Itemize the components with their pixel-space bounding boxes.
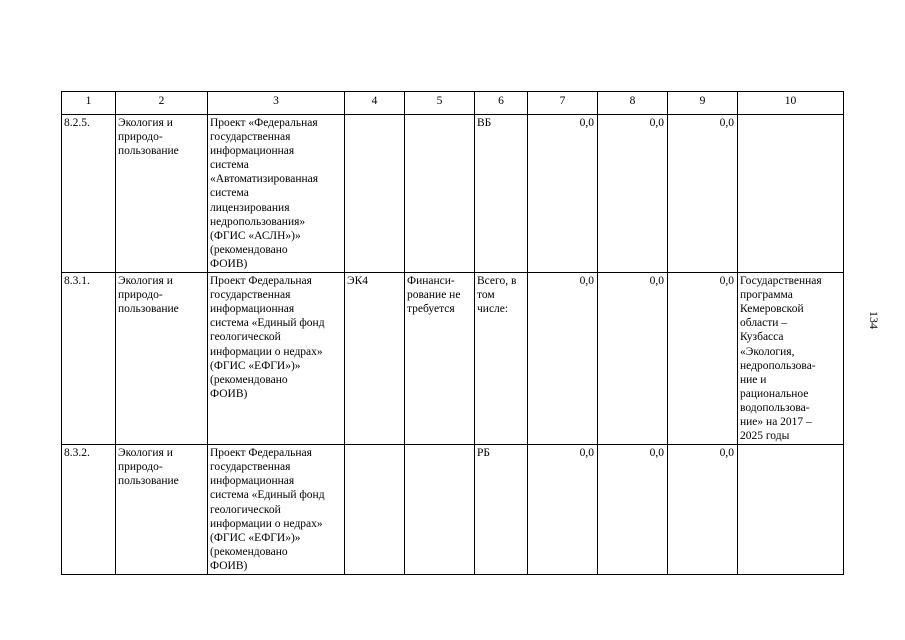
category-cell — [116, 445, 208, 575]
program-table — [61, 91, 844, 575]
column-header-8: 8 — [598, 92, 668, 115]
funding-source-cell — [475, 445, 528, 575]
program-cell — [738, 115, 844, 273]
header-row — [62, 92, 844, 115]
value-col7: 0,0 — [528, 273, 598, 445]
column-header-4: 4 — [345, 92, 405, 115]
funding-source-text: РБ — [477, 447, 490, 460]
indicator-text: ЭК4 — [347, 275, 369, 288]
column-header-7: 7 — [528, 92, 598, 115]
project-cell — [208, 445, 345, 575]
column-header-3: 3 — [208, 92, 345, 115]
indicator-cell — [345, 273, 405, 445]
financing-note-text: Финанси- рование не требуется — [407, 275, 461, 316]
category-text: Экология и природо- пользование — [118, 117, 179, 158]
program-text: Государственная программа Кемеровской области – Кузбасса «Экология, недропользова- ние и рациональное водопользова- ние» на 2017 – 2025 годы — [740, 275, 822, 443]
indicator-cell — [345, 115, 405, 273]
project-text: Проект Федеральная государственная информационная система «Единый фонд геологической информации о недрах» (ФГИС «ЕФГИ»)» (рекомендовано ФОИВ) — [210, 447, 325, 572]
value-col9: 0,0 — [668, 273, 738, 445]
row-number — [62, 273, 116, 445]
value-col9: 0,0 — [668, 445, 738, 575]
table-row — [62, 445, 844, 575]
row-number-text: 8.2.5. — [64, 117, 90, 129]
project-cell — [208, 115, 345, 273]
funding-source-text: Всего, в том числе: — [477, 275, 517, 316]
column-header-1: 1 — [62, 92, 116, 115]
funding-source-cell — [475, 273, 528, 445]
column-header-2: 2 — [116, 92, 208, 115]
financing-note-cell — [405, 273, 475, 445]
value-col7: 0,0 — [528, 445, 598, 575]
column-header-10: 10 — [738, 92, 844, 115]
row-number-text: 8.3.1. — [64, 275, 90, 288]
project-cell — [208, 273, 345, 445]
program-cell — [738, 445, 844, 575]
project-text: Проект Федеральная государственная информационная система «Единый фонд геологической информации о недрах» (ФГИС «ЕФГИ»)» (рекомендовано ФОИВ) — [210, 275, 325, 400]
project-text: Проект «Федеральная государственная информационная система «Автоматизированная система лицензирования недропользования» (ФГИС «АСЛН»)» (рекомендовано ФОИВ) — [210, 117, 319, 270]
financing-note-cell — [405, 115, 475, 273]
category-text: Экология и природо- пользование — [118, 275, 179, 316]
category-cell — [116, 115, 208, 273]
category-text: Экология и природо- пользование — [118, 447, 179, 488]
value-col9: 0,0 — [668, 115, 738, 273]
program-cell — [738, 273, 844, 445]
row-number — [62, 115, 116, 273]
row-number-text: 8.3.2. — [64, 447, 90, 460]
indicator-cell — [345, 445, 405, 575]
value-col7: 0,0 — [528, 115, 598, 273]
value-col8: 0,0 — [598, 445, 668, 575]
table-row — [62, 273, 844, 445]
value-col8: 0,0 — [598, 273, 668, 445]
financing-note-cell — [405, 445, 475, 575]
column-header-6: 6 — [475, 92, 528, 115]
table-row — [62, 115, 844, 273]
funding-source-cell — [475, 115, 528, 273]
category-cell — [116, 273, 208, 445]
funding-source-text: ВБ — [477, 117, 492, 129]
page-number: 134 — [867, 311, 881, 329]
column-header-9: 9 — [668, 92, 738, 115]
row-number — [62, 445, 116, 575]
value-col8: 0,0 — [598, 115, 668, 273]
column-header-5: 5 — [405, 92, 475, 115]
